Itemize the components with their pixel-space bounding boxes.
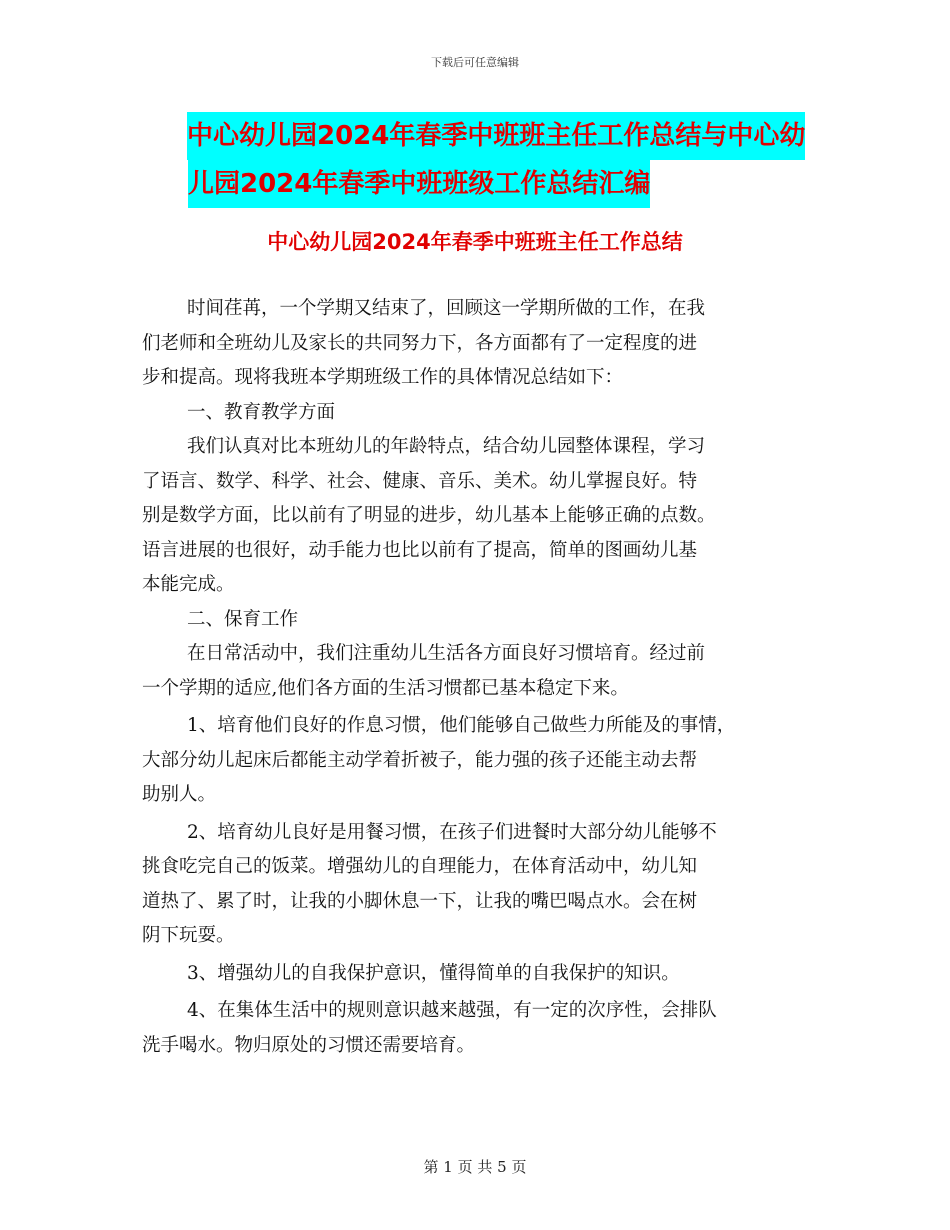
paragraph-line: 我们认真对比本班幼儿的年龄特点，结合幼儿园整体课程，学习 (187, 436, 706, 457)
list-item-2: 2、培育幼儿良好是用餐习惯，在孩子们进餐时大部分幼儿能够不 (187, 821, 717, 843)
paragraph-line: 阴下玩耍。 (142, 925, 235, 946)
heading-care: 二、保育工作 (187, 608, 299, 630)
page-number-footer: 第 1 页 共 5 页 (423, 1158, 527, 1176)
paragraph-line: 步和提高。现将我班本学期班级工作的具体情况总结如下： (142, 367, 624, 388)
document-title-line-1: 中心幼儿园2024年春季中班班主任工作总结与中心幼 (187, 112, 805, 160)
list-item-4: 4、在集体生活中的规则意识越来越强，有一定的次序性，会排队 (187, 1000, 717, 1021)
paragraph-line: 道热了、累了时，让我的小脚休息一下，让我的嘴巴喝点水。会在树 (142, 890, 698, 912)
document-title (140, 112, 860, 208)
paragraph-line: 洗手喝水。物归原处的习惯还需要培育。 (142, 1034, 476, 1056)
paragraph-line: 挑食吃完自己的饭菜。增强幼儿的自理能力，在体育活动中，幼儿知 (142, 856, 698, 877)
list-item-3: 3、增强幼儿的自我保护意识，懂得简单的自我保护的知识。 (187, 962, 680, 984)
paragraph-line: 助别人。 (142, 784, 217, 805)
paragraph-line: 一个学期的适应,他们各方面的生活习惯都已基本稳定下来。 (142, 677, 629, 699)
paragraph-line: 在日常活动中，我们注重幼儿生活各方面良好习惯培育。经过前 (187, 643, 706, 664)
paragraph-line: 语言进展的也很好，动手能力也比以前有了提高，简单的图画幼儿基 (142, 539, 698, 561)
list-item-1: 1、培育他们良好的作息习惯，他们能够自己做些力所能及的事情， (187, 715, 736, 736)
document-title-line-2: 儿园2024年春季中班班级工作总结汇编 (188, 160, 650, 208)
section-title: 中心幼儿园2024年春季中班班主任工作总结 (267, 230, 683, 254)
paragraph-line: 大部分幼儿起床后都能主动学着折被子，能力强的孩子还能主动去帮 (142, 749, 698, 771)
paragraph-line: 们老师和全班幼儿及家长的共同努力下，各方面都有了一定程度的进 (142, 332, 698, 354)
heading-education: 一、教育教学方面 (187, 401, 336, 423)
paragraph-line: 别是数学方面，比以前有了明显的进步，幼儿基本上能够正确的点数。 (142, 505, 716, 526)
paragraph-line: 了语言、数学、科学、社会、健康、音乐、美术。幼儿掌握良好。特 (142, 470, 698, 492)
paragraph-line: 本能完成。 (142, 574, 235, 595)
body-text (142, 292, 818, 1063)
paragraph-line: 时间荏苒，一个学期又结束了，回顾这一学期所做的工作，在我 (187, 298, 706, 319)
header-note: 下载后可任意编辑 (431, 56, 519, 69)
